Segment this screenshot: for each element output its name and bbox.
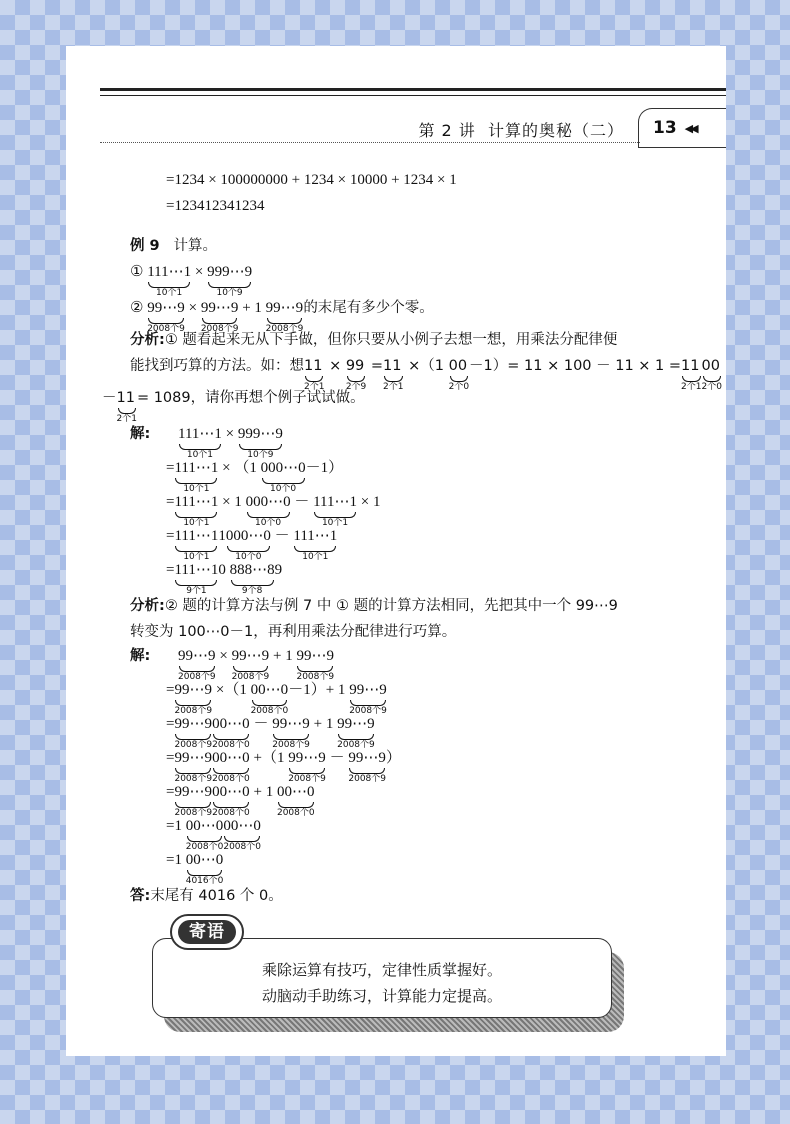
example-heading: 例 9 计算。 bbox=[130, 238, 217, 254]
solution-1-label: 解: bbox=[130, 426, 151, 442]
solution-1-step-2: = 111⋯1 10个1 × （1 000⋯0 10个0 －1） bbox=[166, 460, 344, 494]
double-arrow-left-icon: ◀◀ bbox=[684, 121, 696, 135]
analysis-2-line-2: 转变为 100⋯0－1，再利用乘法分配律进行巧算。 bbox=[130, 624, 457, 640]
motto-box-frame bbox=[152, 938, 612, 1018]
equation-line: =1234 × 100000000 + 1234 × 10000 + 1234 × 1 bbox=[166, 172, 457, 188]
solution-2-step-5: = 99⋯9 2008个9 00⋯0 2008个0 + 1 00⋯0 2008个0 bbox=[166, 784, 315, 818]
solution-1-step-1: 111⋯1 10个1 × 999⋯9 10个9 bbox=[178, 426, 283, 460]
solution-1-step-4: = 111⋯1 10个1 1 000⋯0 10个0 － 111⋯1 10个1 bbox=[166, 528, 338, 562]
solution-2-step-2: = 99⋯9 2008个9 ×（1 00⋯0 2008个0 －1）+ 1 99⋯9 2008个9 bbox=[166, 682, 387, 716]
motto-box bbox=[152, 938, 622, 1028]
solution-1-step-3: = 111⋯1 10个1 × 1 000⋯0 10个0 － 111⋯1 10个1 × 1 bbox=[166, 494, 381, 528]
solution-2-step-3: = 99⋯9 2008个9 00⋯0 2008个0 － 99⋯9 2008个9 + 1 99⋯9 2008个9 bbox=[166, 716, 375, 750]
motto-line-1: 乘除运算有技巧，定律性质掌握好。 bbox=[261, 961, 502, 979]
analysis-1-line-3: － 11 2个1 = 1089，请你再想个例子试试做。 bbox=[102, 390, 365, 424]
analysis-1-line-2: 能找到巧算的方法。如：想 11 2个1 × 99 2个9 = 11 2个1 ×（1 00 2个0 －1）= 11 × 100 － 11 × 1 = 11 2个1 00 2个0 bbox=[130, 358, 722, 392]
book-page bbox=[66, 46, 726, 1056]
analysis-2-line-1: 分析:② 题的计算方法与例 7 中 ① 题的计算方法相同，先把其中一个 99⋯9 bbox=[130, 598, 618, 614]
question-2: ② 99⋯9 2008个9 × 99⋯9 2008个9 + 1 99⋯9 2008个9 的末尾有多少个零。 bbox=[130, 300, 434, 334]
solution-2-step-6: =1 00⋯0 2008个0 00⋯0 2008个0 bbox=[166, 818, 261, 852]
solution-2-step-7: =1 00⋯0 4016个0 bbox=[166, 852, 224, 886]
answer-line: 答:末尾有 4016 个 0。 bbox=[130, 888, 283, 904]
solution-2-label: 解: bbox=[130, 648, 151, 664]
motto-line-2: 动脑动手助练习，计算能力定提高。 bbox=[261, 987, 502, 1005]
solution-2-step-4: = 99⋯9 2008个9 00⋯0 2008个0 +（1 99⋯9 2008个9 － 99⋯9 2008个9 ） bbox=[166, 750, 402, 784]
question-1: ① 111⋯1 10个1 × 999⋯9 10个9 bbox=[130, 264, 253, 298]
analysis-1-line-1: 分析:① 题看起来无从下手做，但你只要从小例子去想一想，用乘法分配律便 bbox=[130, 332, 618, 348]
motto-badge bbox=[170, 914, 244, 950]
motto-badge-label: 寄语 bbox=[178, 920, 236, 944]
equation-line: =123412341234 bbox=[166, 198, 265, 214]
chapter-title: 第 2 讲 计算的奥秘（二） bbox=[418, 121, 624, 140]
page-content bbox=[66, 46, 726, 1056]
solution-2-step-1: 99⋯9 2008个9 × 99⋯9 2008个9 + 1 99⋯9 2008个9 bbox=[178, 648, 335, 682]
page-number: 13 bbox=[653, 118, 677, 138]
solution-1-step-5: = 111⋯1 9个1 0 888⋯8 9个8 9 bbox=[166, 562, 283, 596]
